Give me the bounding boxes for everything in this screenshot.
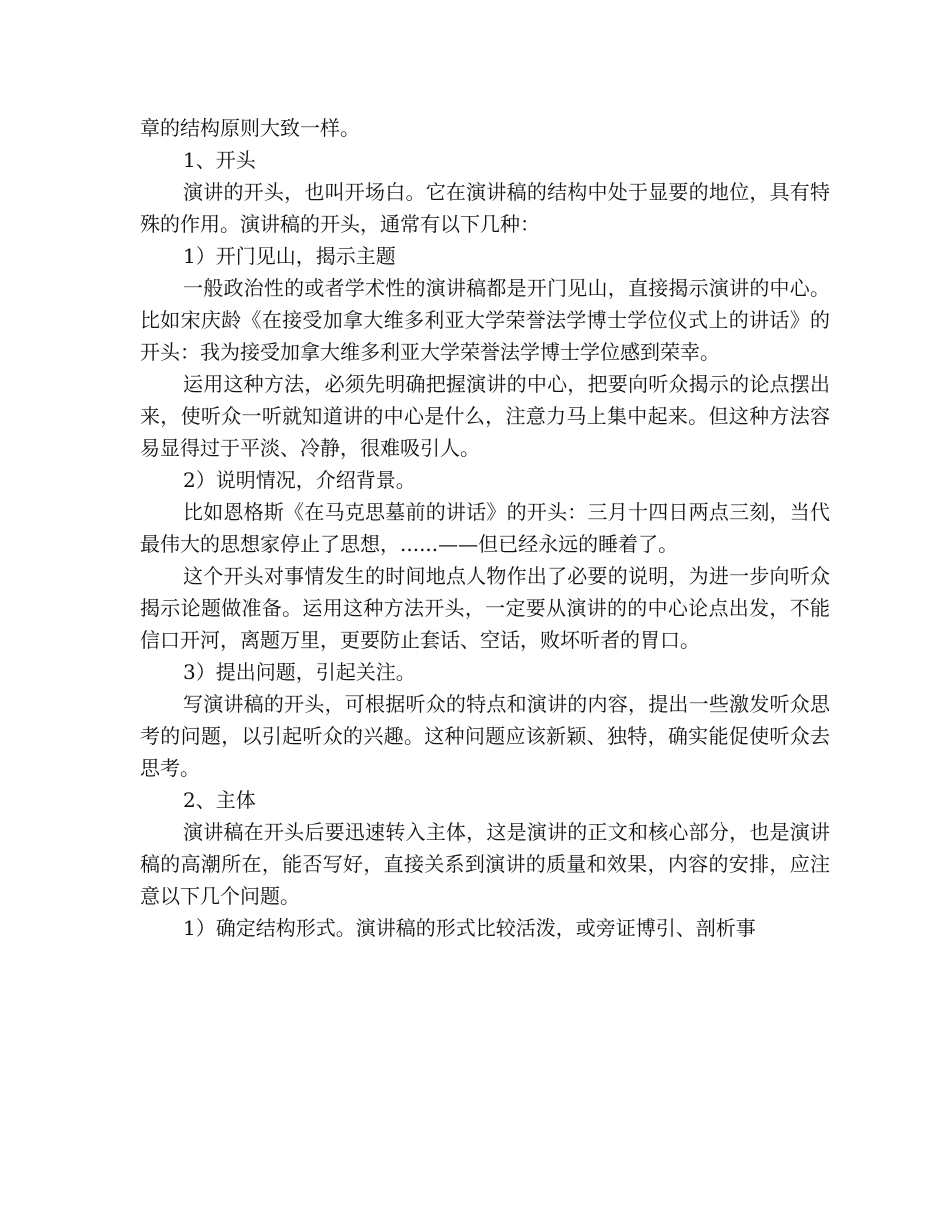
paragraph: 比如恩格斯《在马克思墓前的讲话》的开头：三月十四日两点三刻，当代最伟大的思想家停止了思想，......——但已经永远的睡着了。 [140,500,830,556]
paragraph: 写演讲稿的开头，可根据听众的特点和演讲的内容，提出一些激发听众思考的问题，以引起听众的兴趣。这种问题应该新颖、独特，确实能促使听众去思考。 [140,692,830,780]
document-body [140,112,830,944]
paragraph: 这个开头对事情发生的时间地点人物作出了必要的说明，为进一步向听众揭示论题做准备。运用这种方法开头，一定要从演讲的的中心论点出发，不能信口开河，离题万里，更要防止套话、空话，败坏听者的胃口。 [140,564,830,652]
subsection-heading: 3）提出问题，引起关注。 [183,660,416,684]
subsection-heading: 2）说明情况，介绍背景。 [183,468,416,492]
paragraph: 一般政治性的或者学术性的演讲稿都是开门见山，直接揭示演讲的中心。比如宋庆龄《在接受加拿大维多利亚大学荣誉法学博士学位仪式上的讲话》的开头：我为接受加拿大维多利亚大学荣誉法学博士学位感到荣幸。 [140,276,830,364]
paragraph: 1）确定结构形式。演讲稿的形式比较活泼，或旁证博引、剖析事 [183,916,756,940]
section-heading: 2、主体 [183,788,256,812]
paragraph: 演讲的开头，也叫开场白。它在演讲稿的结构中处于显要的地位，具有特殊的作用。演讲稿的开头，通常有以下几种： [140,180,830,236]
paragraph: 运用这种方法，必须先明确把握演讲的中心，把要向听众揭示的论点摆出来，使听众一听就知道讲的中心是什么，注意力马上集中起来。但这种方法容易显得过于平淡、冷静，很难吸引人。 [140,372,830,460]
section-heading: 1、开头 [183,148,256,172]
subsection-heading: 1）开门见山，揭示主题 [183,244,396,268]
paragraph: 演讲稿在开头后要迅速转入主体，这是演讲的正文和核心部分，也是演讲稿的高潮所在，能否写好，直接关系到演讲的质量和效果，内容的安排，应注意以下几个问题。 [140,820,830,908]
paragraph: 章的结构原则大致一样。 [140,116,360,140]
